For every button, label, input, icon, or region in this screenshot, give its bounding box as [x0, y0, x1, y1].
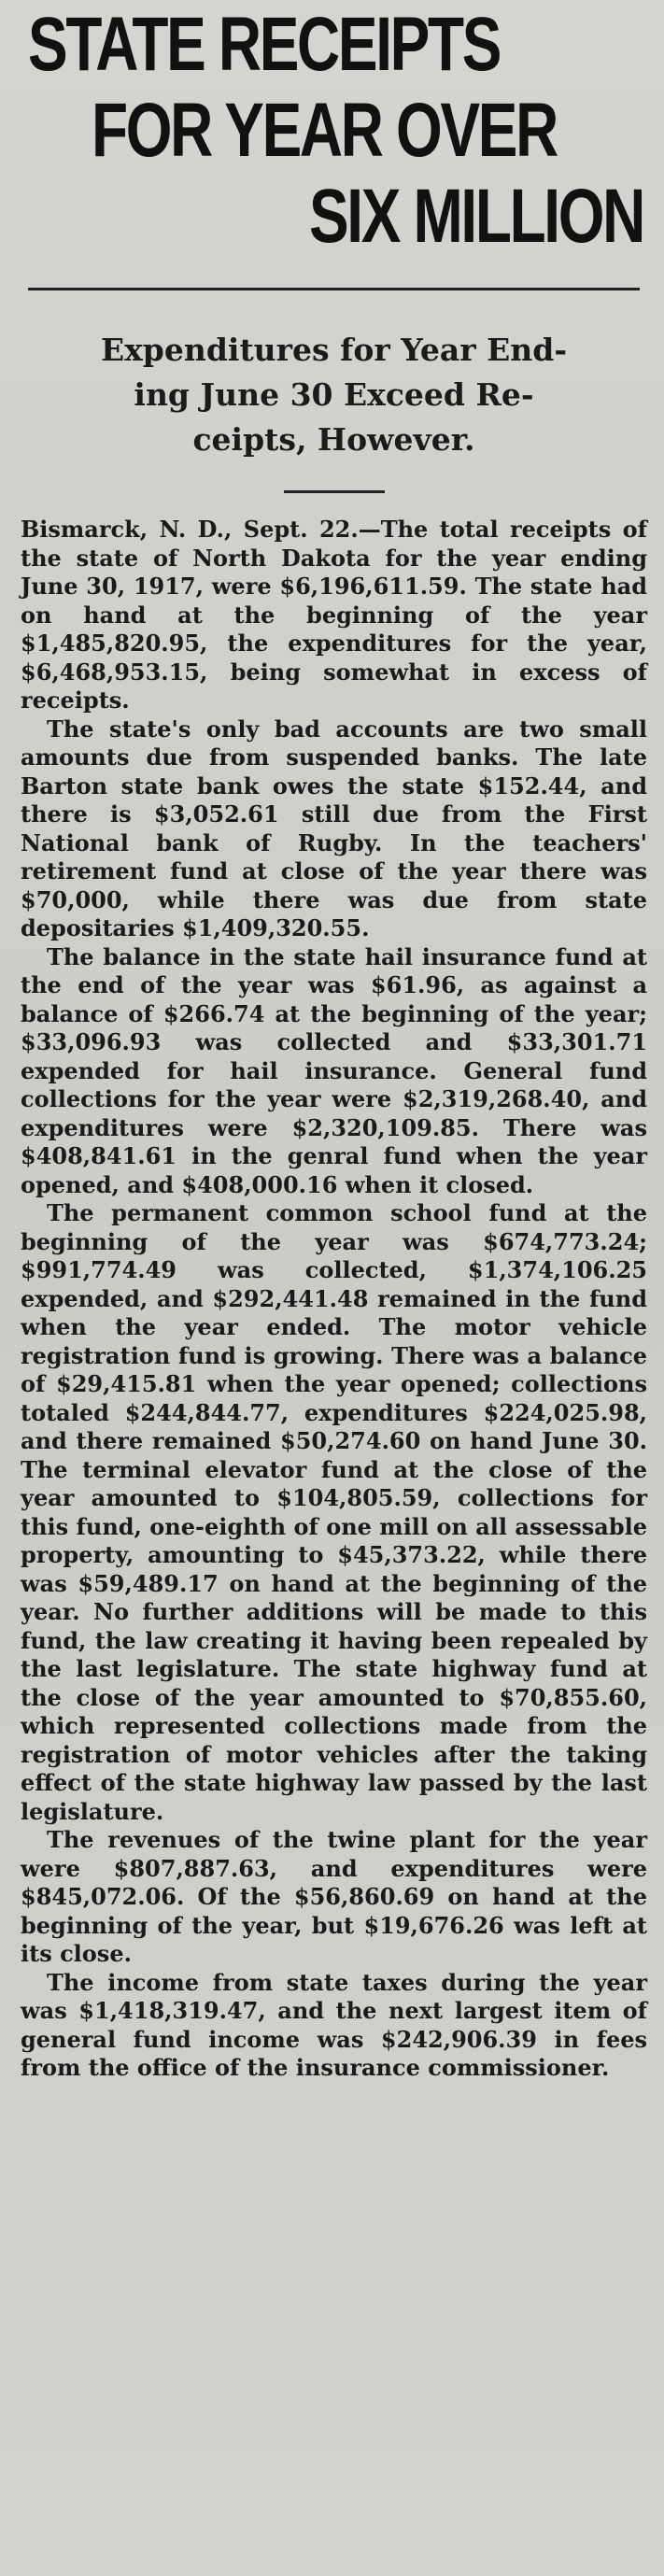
paragraph-text: The total receipts of the state of North Dakota for the year ending June 30, 1917, were $6,196,611.59. The state had on hand at the beginning of the year $1,485,820.95, the expenditures for the year, $6,468,953.15, being somewhat in excess of receipts. [21, 516, 647, 714]
article-paragraph: The permanent common school fund at the beginning of the year was $674,773.24; $991,774.49 was collected, $1,374,106.25 expended, and $292,441.48 remained in the fund when the year ended. The motor vehicle registration fund is growing. There was a balance of $29,415.81 when the year opened; collections totaled $244,844.77, expenditures $224,025.98, and there remained $50,274.60 on hand June 30. The terminal elevator fund at the close of the year amounted to $104,805.59, collections for this fund, one-eighth of one mill on all assessable property, amounting to $45,373.22, while there was $59,489.17 on hand at the beginning of the year. No further additions will be made to this fund, the law creating it having been repealed by the last legislature. The state highway fund at the close of the year amounted to $70,855.60, which represented collections made from the registration of motor vehicles after the taking effect of the state highway law passed by the last legislature. [21, 1199, 647, 1825]
article-paragraph: The revenues of the twine plant for the year were $807,887.63, and expenditures were $845,072.06. Of the $56,860.69 on hand at the beginning of the year, but $19,676.26 was left at its close. [21, 1826, 647, 1967]
subheadline-line-2: ing June 30 Exceed Re- [134, 376, 534, 413]
article-paragraph: The state's only bad accounts are two small amounts due from suspended banks. The late Barton state bank owes the state $152.44, and there is $3,052.61 still due from the First National bank of Rugby. In the teachers' retirement fund at close of the year there was $70,000, while there was due from state depositaries $1,409,320.55. [21, 715, 647, 941]
article-body [21, 516, 647, 2083]
subheadline [21, 328, 647, 462]
headline-line-3: SIX MILLION [308, 174, 643, 259]
section-divider [284, 490, 385, 493]
subheadline-line-3: ceipts, However. [192, 421, 475, 458]
headline [21, 0, 647, 260]
article-paragraph [21, 516, 647, 715]
article-paragraph: The income from state taxes during the year was $1,418,319.47, and the next largest item of general fund income was $242,906.39 in fees from the office of the insurance commissioner. [21, 1968, 647, 2081]
article-paragraph: The balance in the state hail insurance fund at the end of the year was $61.96, as against a balance of $266.74 at the beginning of the year; $33,096.93 was collected and $33,301.71 expended for hail insurance. General fund collections for the year were $2,319,268.40, and expenditures were $2,320,109.85. There was $408,841.61 in the genral fund when the year opened, and $408,000.16 when it closed. [21, 942, 647, 1198]
headline-line-1: STATE RECEIPTS [28, 2, 501, 87]
headline-divider [28, 288, 640, 290]
dateline: Bismarck, N. D., Sept. 22.— [21, 516, 381, 543]
headline-line-2: FOR YEAR OVER [92, 88, 557, 173]
subheadline-line-1: Expenditures for Year End- [100, 332, 568, 368]
